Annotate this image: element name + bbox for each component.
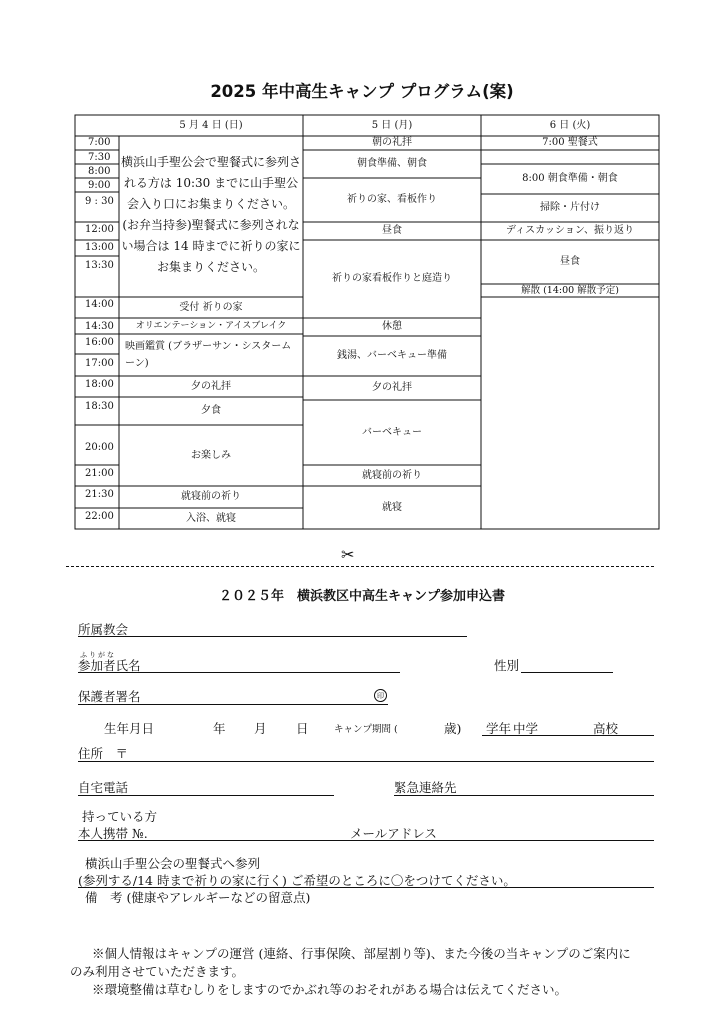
day1-fun: お楽しみ	[191, 449, 231, 461]
gender-label: 性別	[494, 658, 520, 673]
day3-eucharist: 7:00 聖餐式	[542, 137, 598, 148]
grade-label: 学年	[486, 721, 512, 736]
time-label: 18:00	[85, 379, 114, 390]
day2-garden: 祈りの家看板作りと庭造り	[332, 273, 452, 284]
time-label: 7:30	[88, 152, 111, 163]
home-phone-field[interactable]	[78, 795, 334, 796]
time-label: 8:00	[88, 166, 111, 177]
day2-lunch: 昼食	[382, 225, 402, 236]
environment-note: ※環境整備は草むしりをしますのでかぶれ等のおそれがある場合は伝えてください。	[92, 982, 568, 997]
day-label: 日	[296, 721, 309, 736]
day1-bath: 入浴、就寝	[186, 512, 236, 524]
time-label: 20:00	[85, 442, 114, 453]
name-label: 参加者氏名	[78, 658, 141, 673]
age-label: キャンプ期間 (	[334, 724, 398, 735]
junior-label: 中学	[513, 721, 539, 736]
time-label: 14:30	[85, 321, 114, 332]
day3-discussion: ディスカッション、振り返り	[505, 225, 635, 236]
time-label: 13:00	[85, 242, 114, 253]
day1-bedtime-prayer: 就寝前の祈り	[181, 491, 241, 502]
day1-reception: 受付 祈りの家	[179, 301, 243, 313]
day2-sleep: 就寝	[382, 501, 402, 513]
day3-lunch: 昼食	[560, 256, 580, 267]
form-title: ２０２５年 横浜教区中高生キャンプ参加申込書	[218, 589, 505, 604]
gender-field[interactable]	[521, 672, 613, 673]
birth-label: 生年月日	[104, 721, 155, 736]
time-label: 22:00	[85, 511, 114, 522]
email-label: メールアドレス	[350, 826, 437, 841]
time-label: 17:00	[85, 358, 114, 369]
home-phone-label: 自宅電話	[78, 780, 129, 795]
day1-arrival-note: 横浜山手聖公会で聖餐式に参列される方は 10:30 までに山手聖公会入り口にお集まりください。(お弁当持参)聖餐式に参列されない場合は 14 時までに祈りの家にお集まりください。	[121, 155, 302, 274]
day2-signboard: 祈りの家、看板作り	[347, 194, 437, 205]
time-label: 13:30	[85, 260, 114, 271]
address-label: 住所 〒	[78, 746, 129, 761]
have-mobile-label: 持っている方	[82, 809, 158, 824]
privacy-note-cont: のみ利用させていただきます。	[70, 964, 245, 979]
age-unit: 歳)	[444, 721, 462, 736]
scissors-icon: ✂	[341, 545, 355, 564]
day3-breakfast: 8:00 朝食準備・朝食	[522, 173, 618, 184]
day2-rest: 休憩	[382, 321, 402, 332]
church-field[interactable]	[78, 636, 467, 637]
day1-evening-prayer: 夕の礼拝	[191, 380, 231, 392]
grade-field[interactable]	[482, 735, 654, 736]
day3-dismissal: 解散 (14:00 解散予定)	[521, 284, 619, 296]
day1-movie: 映画鑑賞 (ブラザーサン・シスタームーン)	[125, 341, 292, 369]
guardian-label: 保護者署名	[78, 689, 141, 704]
emergency-field[interactable]	[394, 795, 654, 796]
day2-evening-prayer: 夕の礼拝	[372, 382, 412, 393]
eucharist-label: 横浜山手聖公会の聖餐式へ参列	[85, 856, 261, 871]
name-ruby: ふりがな	[80, 651, 116, 659]
cut-line	[66, 566, 654, 567]
time-label: 9 : 30	[85, 196, 114, 207]
day2-breakfast: 朝食準備、朝食	[357, 158, 427, 169]
time-label: 14:00	[85, 299, 114, 310]
time-label: 18:30	[85, 401, 114, 412]
day3-header: 6 日 (火)	[549, 120, 591, 131]
time-label: 9:00	[88, 180, 111, 191]
emergency-label: 緊急連絡先	[394, 780, 457, 795]
address-field[interactable]	[78, 761, 654, 762]
day2-header: 5 日 (月)	[371, 120, 413, 131]
eucharist-choice: (参列する/14 時まで祈りの家に行く) ご希望のところに〇をつけてください。	[78, 873, 516, 888]
time-label: 16:00	[85, 337, 114, 348]
mobile-email-field[interactable]	[78, 840, 654, 841]
time-label: 21:30	[85, 489, 114, 500]
day2-bbq-prep: 銭湯、バーベキュー準備	[337, 350, 447, 361]
time-label: 7:00	[88, 137, 111, 148]
time-label: 12:00	[85, 224, 114, 235]
mobile-label: 本人携帯 №.	[78, 826, 148, 841]
day2-bedtime-prayer: 就寝前の祈り	[362, 469, 422, 481]
day2-bbq: バーベキュー	[362, 426, 422, 438]
day1-orientation: オリエンテーション・アイスブレイク	[135, 320, 287, 331]
guardian-field[interactable]	[78, 704, 388, 705]
day3-cleanup: 掃除・片付け	[540, 202, 600, 213]
month-label: 月	[254, 721, 267, 736]
day1-dinner: 夕食	[201, 405, 221, 416]
church-label: 所属教会	[78, 622, 129, 637]
name-field[interactable]	[78, 672, 400, 673]
page-title: 2025 年中高生キャンプ プログラム(案)	[210, 82, 514, 101]
remarks-label: 備 考 (健康やアレルギーなどの留意点)	[85, 890, 311, 905]
seal-icon: 印	[374, 689, 387, 702]
time-label: 21:00	[85, 468, 114, 479]
day1-header: 5 月 4 日 (日)	[179, 120, 243, 131]
privacy-note: ※個人情報はキャンプの運営 (連絡、行事保険、部屋割り等)、また今後の当キャンプのご案内に	[92, 946, 631, 961]
year-label: 年	[213, 721, 226, 736]
senior-label: 高校	[593, 721, 619, 736]
day2-morning-prayer: 朝の礼拝	[372, 137, 412, 148]
